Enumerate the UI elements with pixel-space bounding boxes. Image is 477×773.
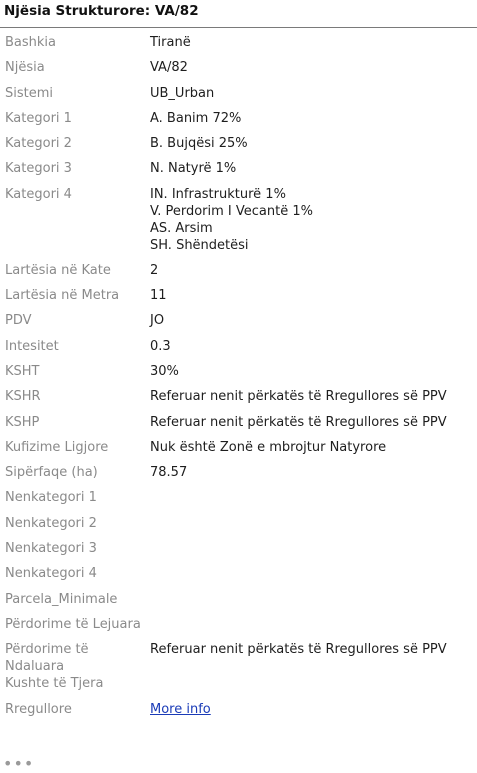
attribute-value-line: SH. Shëndetësi bbox=[150, 237, 249, 253]
attribute-row bbox=[0, 338, 477, 363]
attribute-value: 11 bbox=[150, 288, 167, 304]
attribute-value bbox=[150, 186, 477, 254]
attribute-value-line: AS. Arsim bbox=[150, 220, 213, 236]
attribute-row bbox=[0, 363, 477, 388]
attribute-row bbox=[0, 616, 477, 641]
attribute-label: Kategori 2 bbox=[5, 136, 72, 152]
attribute-label: KSHR bbox=[5, 389, 41, 405]
attribute-row bbox=[0, 464, 477, 489]
attribute-row bbox=[0, 489, 477, 514]
attribute-value: 0.3 bbox=[150, 338, 171, 354]
attribute-value: Nuk është Zonë e mbrojtur Natyrore bbox=[150, 439, 387, 455]
attribute-row bbox=[0, 110, 477, 135]
attribute-value bbox=[150, 701, 477, 718]
more-options-icon[interactable]: ••• bbox=[3, 754, 35, 773]
attribute-row bbox=[0, 59, 477, 84]
attribute-row bbox=[0, 414, 477, 439]
attribute-row bbox=[0, 439, 477, 464]
attribute-label: Sistemi bbox=[5, 85, 54, 101]
attribute-value: A. Banim 72% bbox=[150, 110, 242, 126]
attribute-label: Kategori 4 bbox=[5, 186, 72, 202]
attribute-row bbox=[0, 186, 477, 262]
attribute-label: Kushte të Tjera bbox=[5, 676, 104, 692]
attribute-row bbox=[0, 675, 477, 700]
attribute-label: Kategori 1 bbox=[5, 110, 72, 126]
attribute-row bbox=[0, 540, 477, 565]
attribute-value: JO bbox=[150, 313, 165, 329]
popup-header bbox=[0, 0, 477, 28]
attribute-label: Parcela_Minimale bbox=[5, 591, 118, 607]
attribute-label: Përdorime të Lejuara bbox=[5, 616, 141, 632]
attribute-value: Referuar nenit përkatës të Rregullores së PPV bbox=[150, 389, 447, 405]
attribute-value-line: V. Perdorim I Vecantë 1% bbox=[150, 203, 313, 219]
attribute-value: UB_Urban bbox=[150, 85, 215, 101]
attribute-row bbox=[0, 160, 477, 185]
attribute-value: Tiranë bbox=[150, 35, 191, 50]
attribute-row bbox=[0, 701, 477, 726]
attribute-value: VA/82 bbox=[150, 60, 188, 76]
attribute-label: Sipërfaqe (ha) bbox=[5, 465, 98, 481]
attribute-label: Nenkategori 4 bbox=[5, 566, 97, 582]
attribute-label: Nenkategori 3 bbox=[5, 541, 97, 557]
attribute-row bbox=[0, 262, 477, 287]
attribute-value: Referuar nenit përkatës të Rregullores së PPV bbox=[150, 642, 447, 658]
attribute-label: Nenkategori 2 bbox=[5, 515, 97, 531]
more-info-link[interactable]: More info bbox=[150, 701, 211, 717]
attribute-row bbox=[0, 565, 477, 590]
attribute-value: 30% bbox=[150, 363, 179, 379]
attribute-value-line: IN. Infrastrukturë 1% bbox=[150, 186, 286, 202]
attribute-row bbox=[0, 641, 477, 675]
attribute-label: Bashkia bbox=[5, 35, 57, 50]
attribute-row bbox=[0, 591, 477, 616]
attribute-value: 2 bbox=[150, 262, 159, 278]
attribute-label: Lartësia në Kate bbox=[5, 262, 111, 278]
attribute-label: Lartësia në Metra bbox=[5, 288, 120, 304]
attribute-label: Nenkategori 1 bbox=[5, 490, 97, 506]
attribute-label: Njësia bbox=[5, 60, 45, 76]
attribute-row bbox=[0, 388, 477, 413]
attribute-value: Referuar nenit përkatës të Rregullores së PPV bbox=[150, 414, 447, 430]
attribute-table bbox=[0, 34, 477, 726]
attribute-row bbox=[0, 515, 477, 540]
popup-title: Njësia Strukturore: VA/82 bbox=[4, 3, 199, 19]
attribute-row bbox=[0, 34, 477, 59]
attribute-label: Kufizime Ligjore bbox=[5, 439, 109, 455]
attribute-label: KSHT bbox=[5, 363, 40, 379]
attribute-label: Kategori 3 bbox=[5, 161, 72, 177]
attribute-label: KSHP bbox=[5, 414, 40, 430]
attribute-value: 78.57 bbox=[150, 465, 188, 481]
attribute-row bbox=[0, 312, 477, 337]
attribute-label: Përdorime të Ndaluara bbox=[5, 642, 89, 675]
attribute-value: N. Natyrë 1% bbox=[150, 161, 237, 177]
attribute-row bbox=[0, 135, 477, 160]
attribute-row bbox=[0, 85, 477, 110]
attribute-value: B. Bujqësi 25% bbox=[150, 136, 248, 152]
attribute-label: Intesitet bbox=[5, 338, 59, 354]
attribute-label: PDV bbox=[5, 313, 32, 329]
attribute-row bbox=[0, 287, 477, 312]
attribute-label: Rregullore bbox=[5, 701, 72, 717]
